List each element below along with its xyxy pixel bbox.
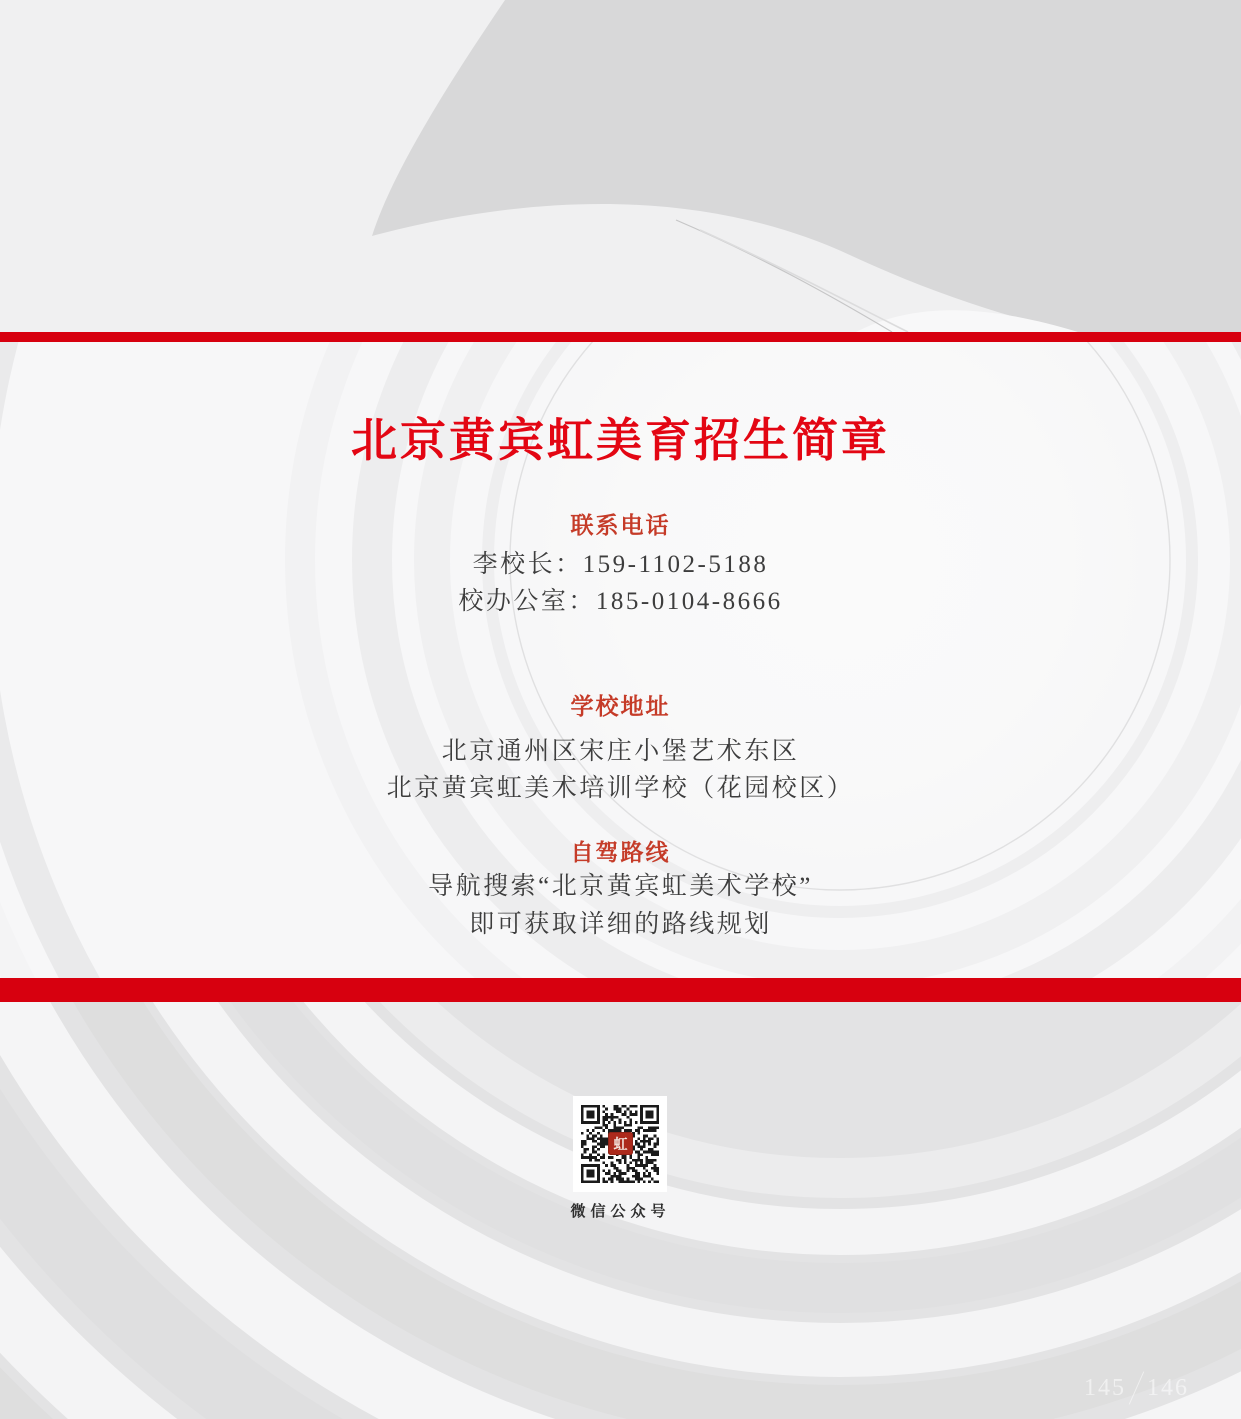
page-number-divider [1129, 1371, 1145, 1404]
page-title: 北京黄宾虹美育招生简章 [351, 415, 890, 466]
qr-caption: 微信公众号 [570, 1204, 671, 1220]
route-line-plan: 即可获取详细的路线规划 [469, 911, 772, 938]
page-number-left: 145 [1084, 1374, 1126, 1401]
contact-phone-office: 校办公室：185-0104-8666 [458, 588, 783, 615]
qr-code [573, 1096, 667, 1192]
page-numbers [1084, 1370, 1189, 1406]
page-number-right: 146 [1147, 1374, 1189, 1401]
contact-phone-principal: 李校长：159-1102-5188 [472, 551, 769, 578]
route-heading: 自驾路线 [570, 840, 671, 865]
contact-heading: 联系电话 [570, 513, 671, 538]
qr-seal-icon: 虹 [608, 1132, 633, 1155]
route-line-navigate: 导航搜索“北京黄宾虹美术学校” [428, 873, 813, 900]
address-line-district: 北京通州区宋庄小堡艺术东区 [441, 738, 800, 765]
address-heading: 学校地址 [570, 694, 671, 719]
address-line-school: 北京黄宾虹美术培训学校（花园校区） [386, 775, 855, 802]
